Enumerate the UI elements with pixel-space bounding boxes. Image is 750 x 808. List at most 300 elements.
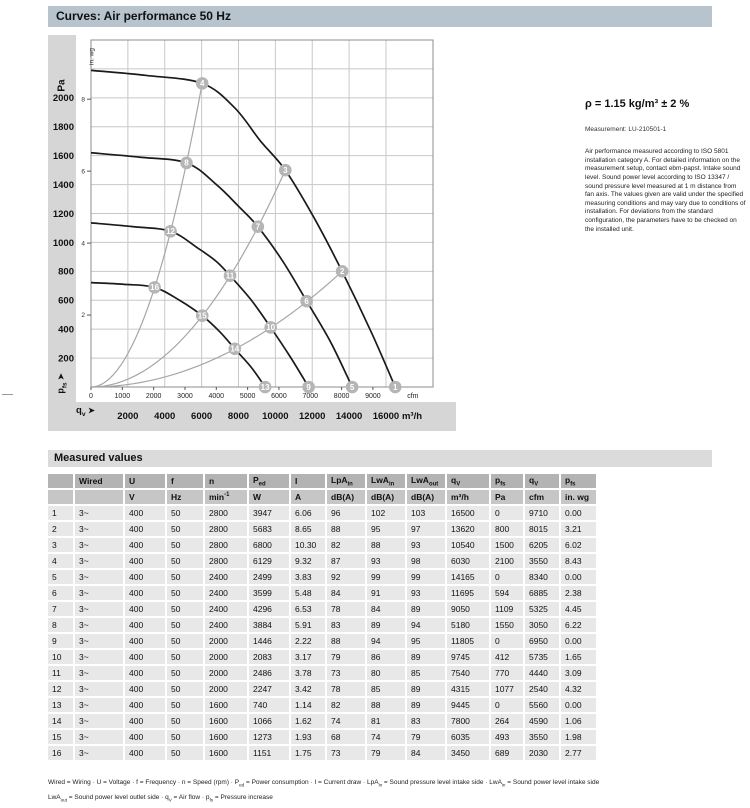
table-cell: 2.77	[560, 745, 597, 761]
table-cell: 102	[366, 505, 406, 521]
table-cell: 80	[366, 665, 406, 681]
table-cell: 3~	[74, 617, 124, 633]
table-cell: 79	[366, 745, 406, 761]
svg-text:3000: 3000	[177, 393, 193, 400]
svg-text:1600: 1600	[52, 151, 74, 163]
table-cell: 83	[326, 617, 366, 633]
table-cell: 4440	[524, 665, 560, 681]
table-cell: 3450	[446, 745, 490, 761]
table-row	[48, 585, 597, 601]
table-cell: 400	[124, 505, 166, 521]
svg-text:16000: 16000	[372, 411, 400, 422]
table-cell: 6035	[446, 729, 490, 745]
table-cell: 1273	[248, 729, 290, 745]
table-cell: 400	[124, 745, 166, 761]
table-cell: 95	[366, 521, 406, 537]
svg-text:2: 2	[81, 312, 85, 320]
table-cell: 6	[48, 585, 74, 601]
svg-text:800: 800	[58, 266, 74, 278]
table-cell: 0.00	[560, 633, 597, 649]
table-cell: 89	[406, 681, 446, 697]
table-cell: 689	[490, 745, 524, 761]
table-cell: 14	[48, 713, 74, 729]
svg-text:4: 4	[199, 79, 205, 89]
svg-text:1: 1	[392, 382, 398, 392]
table-cell: 6.53	[290, 601, 326, 617]
column-header: U	[124, 474, 166, 489]
table-cell: 1.14	[290, 697, 326, 713]
table-cell: 6885	[524, 585, 560, 601]
table-cell: 2000	[204, 681, 248, 697]
table-row	[48, 713, 597, 729]
table-cell: 2540	[524, 681, 560, 697]
table-cell: 3~	[74, 665, 124, 681]
table-cell: 2800	[204, 537, 248, 553]
table-cell: 1.06	[560, 713, 597, 729]
table-row	[48, 681, 597, 697]
table-cell: 13	[48, 697, 74, 713]
table-cell: 400	[124, 617, 166, 633]
table-cell: 3~	[74, 601, 124, 617]
svg-text:1200: 1200	[52, 208, 74, 220]
table-cell: 2000	[204, 649, 248, 665]
column-unit: in. wg	[560, 489, 597, 505]
table-cell: 0.00	[560, 569, 597, 585]
table-cell: 50	[166, 585, 204, 601]
table-cell: 82	[326, 697, 366, 713]
table-cell: 2400	[204, 569, 248, 585]
table-cell: 85	[366, 681, 406, 697]
table-cell: 1600	[204, 745, 248, 761]
svg-text:8: 8	[81, 96, 85, 104]
table-cell: 12	[48, 681, 74, 697]
table-cell: 11	[48, 665, 74, 681]
table-cell: 50	[166, 729, 204, 745]
table-cell: 3.78	[290, 665, 326, 681]
table-row	[48, 601, 597, 617]
table-cell: 1.62	[290, 713, 326, 729]
table-cell: 8.43	[560, 553, 597, 569]
table-cell: 7	[48, 601, 74, 617]
measurement-id: Measurement: LU-210501-1	[585, 126, 667, 133]
table-cell: 99	[406, 569, 446, 585]
table-cell: 8.65	[290, 521, 326, 537]
table-cell: 1550	[490, 617, 524, 633]
table-cell: 3~	[74, 697, 124, 713]
svg-text:0: 0	[89, 393, 93, 400]
air-density: ρ = 1.15 kg/m³ ± 2 %	[585, 98, 690, 110]
table-cell: 79	[326, 649, 366, 665]
measured-values-table	[48, 474, 598, 762]
column-header: $q_V$	[524, 474, 560, 489]
table-cell: 400	[124, 633, 166, 649]
table-cell: 87	[326, 553, 366, 569]
svg-text:8000: 8000	[333, 393, 350, 400]
table-cell: 84	[326, 585, 366, 601]
table-cell: 3.21	[560, 521, 597, 537]
table-cell: 3884	[248, 617, 290, 633]
table-cell: 5735	[524, 649, 560, 665]
svg-text:4000: 4000	[208, 393, 225, 400]
table-cell: 5	[48, 569, 74, 585]
table-cell: 93	[406, 537, 446, 553]
column-header: Wired	[74, 474, 124, 489]
table-cell: 412	[490, 649, 524, 665]
table-cell: 5325	[524, 601, 560, 617]
table-cell: 4296	[248, 601, 290, 617]
svg-text:10: 10	[266, 323, 276, 333]
table-cell: 3~	[74, 681, 124, 697]
table-cell: 94	[406, 617, 446, 633]
table-cell: 3~	[74, 537, 124, 553]
table-cell: 2400	[204, 617, 248, 633]
table-cell: 93	[366, 553, 406, 569]
table-cell: 9745	[446, 649, 490, 665]
table-row	[48, 665, 597, 681]
table-cell: 5560	[524, 697, 560, 713]
svg-text:1000: 1000	[114, 393, 131, 400]
table-cell: 400	[124, 697, 166, 713]
table-cell: 89	[406, 649, 446, 665]
table-cell: 14165	[446, 569, 490, 585]
table-cell: 0	[490, 697, 524, 713]
table-cell: 6.22	[560, 617, 597, 633]
table-cell: 88	[366, 697, 406, 713]
table-cell: 4315	[446, 681, 490, 697]
table-cell: 11695	[446, 585, 490, 601]
table-cell: 3050	[524, 617, 560, 633]
table-row	[48, 617, 597, 633]
table-cell: 594	[490, 585, 524, 601]
svg-text:14: 14	[230, 344, 240, 354]
x-axis-label-qv: $q_v$ ➤	[76, 405, 95, 418]
table-cell: 4.32	[560, 681, 597, 697]
table-cell: 6030	[446, 553, 490, 569]
svg-text:1800: 1800	[52, 122, 74, 134]
table-cell: 1.65	[560, 649, 597, 665]
measurement-info	[585, 98, 747, 234]
column-unit: $\min^{-1}$	[204, 489, 248, 505]
table-cell: 10	[48, 649, 74, 665]
table-cell: 15	[48, 729, 74, 745]
table-cell: 1600	[204, 729, 248, 745]
table-cell: 400	[124, 537, 166, 553]
svg-text:10000: 10000	[262, 411, 289, 422]
table-cell: 2800	[204, 505, 248, 521]
table-cell: 6800	[248, 537, 290, 553]
table-cell: 5.91	[290, 617, 326, 633]
table-cell: 6950	[524, 633, 560, 649]
table-cell: 9445	[446, 697, 490, 713]
table-row	[48, 633, 597, 649]
table-row	[48, 553, 597, 569]
curves-plot	[48, 35, 460, 433]
table-cell: 4.45	[560, 601, 597, 617]
table-cell: 50	[166, 569, 204, 585]
column-header: $P_{ed}$	[248, 474, 290, 489]
table-cell: 99	[366, 569, 406, 585]
table-cell: 6129	[248, 553, 290, 569]
table-cell: 16500	[446, 505, 490, 521]
column-header: LpA$_{in}$	[326, 474, 366, 489]
column-unit: Hz	[166, 489, 204, 505]
table-cell: 400	[124, 585, 166, 601]
svg-text:12000: 12000	[299, 411, 326, 422]
table-cell: 93	[406, 585, 446, 601]
table-cell: 83	[406, 713, 446, 729]
svg-text:4000: 4000	[154, 411, 176, 422]
svg-text:6000: 6000	[271, 393, 287, 400]
svg-text:13: 13	[260, 382, 270, 392]
table-cell: 10.30	[290, 537, 326, 553]
column-header: $p_{fs}$	[560, 474, 597, 489]
table-cell: 5.48	[290, 585, 326, 601]
table-cell: 88	[326, 521, 366, 537]
table-cell: 50	[166, 521, 204, 537]
table-cell: 8	[48, 617, 74, 633]
table-cell: 3~	[74, 729, 124, 745]
svg-text:1000: 1000	[52, 237, 74, 249]
table-cell: 1	[48, 505, 74, 521]
table-cell: 4590	[524, 713, 560, 729]
table-cell: 6205	[524, 537, 560, 553]
table-cell: 0.00	[560, 697, 597, 713]
table-cell: 740	[248, 697, 290, 713]
table-cell: 16	[48, 745, 74, 761]
svg-text:2000: 2000	[52, 93, 74, 105]
table-cell: 85	[406, 665, 446, 681]
table-row	[48, 745, 597, 761]
column-unit: m³/h	[446, 489, 490, 505]
table-cell: 86	[366, 649, 406, 665]
table-cell: 2499	[248, 569, 290, 585]
table-cell: 400	[124, 553, 166, 569]
table-cell: 50	[166, 601, 204, 617]
table-cell: 73	[326, 745, 366, 761]
table-cell: 2083	[248, 649, 290, 665]
table-cell: 7540	[446, 665, 490, 681]
table-cell: 400	[124, 569, 166, 585]
table-row	[48, 649, 597, 665]
table-cell: 3~	[74, 553, 124, 569]
table-cell: 9.32	[290, 553, 326, 569]
print-crop-mark	[2, 394, 13, 395]
table-cell: 50	[166, 745, 204, 761]
svg-text:8000: 8000	[227, 411, 250, 422]
table-cell: 400	[124, 601, 166, 617]
table-cell: 2800	[204, 521, 248, 537]
table-cell: 3	[48, 537, 74, 553]
table-cell: 3.42	[290, 681, 326, 697]
table-row	[48, 569, 597, 585]
table-cell: 400	[124, 729, 166, 745]
table-cell: 89	[406, 601, 446, 617]
table-cell: 13620	[446, 521, 490, 537]
column-unit: V	[124, 489, 166, 505]
column-header: n	[204, 474, 248, 489]
table-cell: 0	[490, 505, 524, 521]
fan-curve	[91, 153, 352, 387]
table-cell: 2247	[248, 681, 290, 697]
y-axis-unit-pa: Pa	[56, 79, 68, 92]
table-cell: 2100	[490, 553, 524, 569]
air-performance-chart	[48, 35, 460, 433]
table-cell: 50	[166, 537, 204, 553]
table-row	[48, 505, 597, 521]
table-legend	[48, 776, 718, 807]
table-cell: 73	[326, 665, 366, 681]
table-cell: 11805	[446, 633, 490, 649]
column-unit	[48, 489, 74, 505]
svg-text:3: 3	[283, 165, 288, 175]
table-cell: 89	[366, 617, 406, 633]
table-cell: 68	[326, 729, 366, 745]
table-cell: 3~	[74, 649, 124, 665]
table-cell: 400	[124, 649, 166, 665]
table-cell: 2000	[204, 665, 248, 681]
svg-text:1400: 1400	[52, 179, 74, 191]
svg-text:16: 16	[150, 283, 160, 293]
column-unit: A	[290, 489, 326, 505]
table-cell: 1.98	[560, 729, 597, 745]
svg-text:4: 4	[81, 240, 85, 248]
svg-text:2000: 2000	[145, 393, 162, 400]
table-cell: 94	[366, 633, 406, 649]
table-row	[48, 521, 597, 537]
table-cell: 2400	[204, 585, 248, 601]
svg-text:cfm: cfm	[407, 393, 419, 400]
table-cell: 3947	[248, 505, 290, 521]
svg-text:600: 600	[58, 295, 74, 307]
y-axis-label-pfs: $p_{fs}$ ➤	[55, 373, 69, 394]
table-row	[48, 697, 597, 713]
table-cell: 400	[124, 521, 166, 537]
table-cell: 50	[166, 505, 204, 521]
table-cell: 50	[166, 553, 204, 569]
table-cell: 74	[366, 729, 406, 745]
table-cell: 800	[490, 521, 524, 537]
svg-text:5000: 5000	[239, 393, 256, 400]
table-cell: 400	[124, 665, 166, 681]
svg-text:400: 400	[58, 324, 74, 336]
table-cell: 6.02	[560, 537, 597, 553]
table-cell: 0	[490, 633, 524, 649]
table-cell: 3550	[524, 553, 560, 569]
table-cell: 84	[366, 601, 406, 617]
table-cell: 3~	[74, 745, 124, 761]
svg-text:11: 11	[225, 271, 235, 281]
table-cell: 3~	[74, 585, 124, 601]
column-header: LwA$_{out}$	[406, 474, 446, 489]
table-cell: 50	[166, 713, 204, 729]
column-unit: dB(A)	[406, 489, 446, 505]
table-cell: 92	[326, 569, 366, 585]
svg-text:7: 7	[255, 222, 261, 232]
table-cell: 96	[326, 505, 366, 521]
table-cell: 3599	[248, 585, 290, 601]
table-cell: 8340	[524, 569, 560, 585]
table-cell: 3~	[74, 505, 124, 521]
table-cell: 3550	[524, 729, 560, 745]
svg-text:200: 200	[58, 353, 74, 365]
table-cell: 1.93	[290, 729, 326, 745]
table-cell: 1446	[248, 633, 290, 649]
svg-text:2: 2	[339, 267, 345, 277]
column-header: LwA$_{in}$	[366, 474, 406, 489]
table-row	[48, 537, 597, 553]
table-cell: 3~	[74, 713, 124, 729]
table-cell: 9050	[446, 601, 490, 617]
table-cell: 770	[490, 665, 524, 681]
table-cell: 2.22	[290, 633, 326, 649]
column-unit: Pa	[490, 489, 524, 505]
table-cell: 493	[490, 729, 524, 745]
svg-text:9: 9	[306, 382, 311, 392]
table-cell: 2000	[204, 633, 248, 649]
table-cell: 4	[48, 553, 74, 569]
svg-text:6: 6	[81, 168, 85, 176]
table-cell: 2800	[204, 553, 248, 569]
svg-text:6000: 6000	[191, 411, 213, 422]
table-cell: 9710	[524, 505, 560, 521]
table-cell: 50	[166, 633, 204, 649]
table-cell: 1600	[204, 713, 248, 729]
table-cell: 3~	[74, 521, 124, 537]
table-cell: 5683	[248, 521, 290, 537]
table-cell: 2.38	[560, 585, 597, 601]
legend-line-1: Wired = Wiring · U = Voltage · f = Frequency · n = Speed $(rpm) \cdot P_{ed}$ = Power consumption · I = Current draw · LpA$_{in}$ = Sound pressure level intake side · LwA$_{in}$ = Sound power level intake side	[48, 779, 600, 788]
column-unit: W	[248, 489, 290, 505]
table-cell: 50	[166, 681, 204, 697]
table-cell: 1109	[490, 601, 524, 617]
column-unit: cfm	[524, 489, 560, 505]
table-cell: 1.75	[290, 745, 326, 761]
table-cell: 264	[490, 713, 524, 729]
table-cell: 97	[406, 521, 446, 537]
table-cell: 7800	[446, 713, 490, 729]
table-cell: 1066	[248, 713, 290, 729]
column-header	[48, 474, 74, 489]
table-cell: 9	[48, 633, 74, 649]
svg-text:2000: 2000	[117, 411, 139, 422]
table-cell: 400	[124, 681, 166, 697]
page-title: Curves: Air performance 50 Hz	[48, 6, 712, 27]
table-cell: 3~	[74, 633, 124, 649]
table-cell: 2030	[524, 745, 560, 761]
table-cell: 5180	[446, 617, 490, 633]
table-cell: 0.00	[560, 505, 597, 521]
table-row	[48, 729, 597, 745]
table-cell: 103	[406, 505, 446, 521]
table-cell: 89	[406, 697, 446, 713]
table-cell: 1151	[248, 745, 290, 761]
column-header: I	[290, 474, 326, 489]
svg-text:14000: 14000	[335, 411, 363, 422]
table-cell: 82	[326, 537, 366, 553]
table-cell: 98	[406, 553, 446, 569]
table-cell: 2486	[248, 665, 290, 681]
column-unit: dB(A)	[366, 489, 406, 505]
table-cell: 2	[48, 521, 74, 537]
svg-text:8: 8	[184, 158, 189, 168]
svg-text:12: 12	[166, 227, 176, 237]
table-cell: 8015	[524, 521, 560, 537]
table-cell: 2400	[204, 601, 248, 617]
table-cell: 84	[406, 745, 446, 761]
table-cell: 74	[326, 713, 366, 729]
table-cell: 50	[166, 617, 204, 633]
svg-text:7000: 7000	[302, 393, 319, 400]
